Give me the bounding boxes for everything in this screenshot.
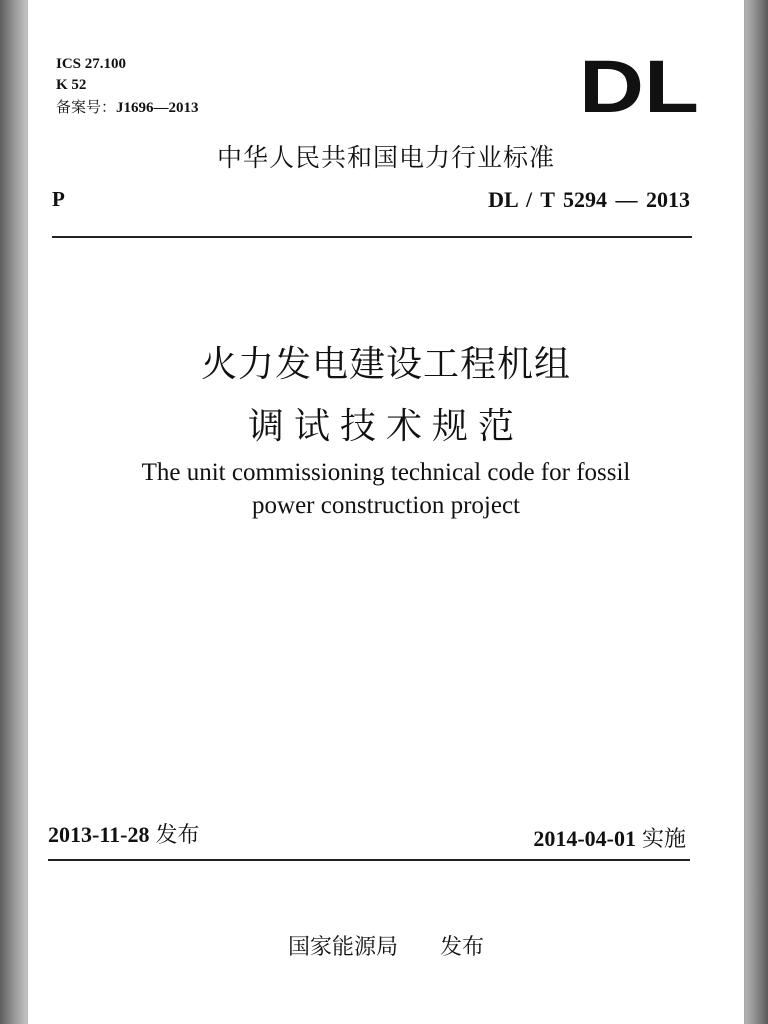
publisher-name: 国家能源局: [287, 935, 398, 960]
filing-record: [56, 97, 199, 118]
industry-standard-heading: 中华人民共和国电力行业标准: [216, 143, 555, 172]
publisher-line: [28, 930, 744, 961]
ics-code: ICS 27.100: [56, 56, 127, 72]
category-code: K 52: [56, 77, 87, 93]
title-cn-line1: 火力发电建设工程机组: [200, 344, 571, 385]
top-divider: [52, 236, 692, 238]
effective-date: 2014-04-01: [533, 826, 636, 851]
effective-date-block: [533, 822, 686, 853]
publisher-label: 发布: [440, 935, 485, 960]
issue-date-block: [48, 818, 199, 849]
title-cn-line2: 调试技术规范: [247, 406, 524, 447]
filing-number: J1696—2013: [116, 100, 199, 116]
issue-date: 2013-11-28: [48, 822, 150, 847]
issue-label: 发布: [155, 823, 200, 848]
document-page: [28, 0, 744, 1024]
bottom-divider: [48, 859, 690, 861]
title-en-line1: The unit commissioning technical code for fossil: [141, 459, 631, 486]
effective-label: 实施: [641, 827, 686, 852]
filing-label: 备案号：: [56, 98, 117, 116]
dl-logo-text: DL: [579, 56, 699, 114]
dl-logo: [578, 56, 700, 114]
classification-code: P: [52, 187, 65, 211]
title-en-line2: power construction project: [252, 492, 520, 519]
standard-number: DL / T 5294 — 2013: [488, 187, 690, 212]
